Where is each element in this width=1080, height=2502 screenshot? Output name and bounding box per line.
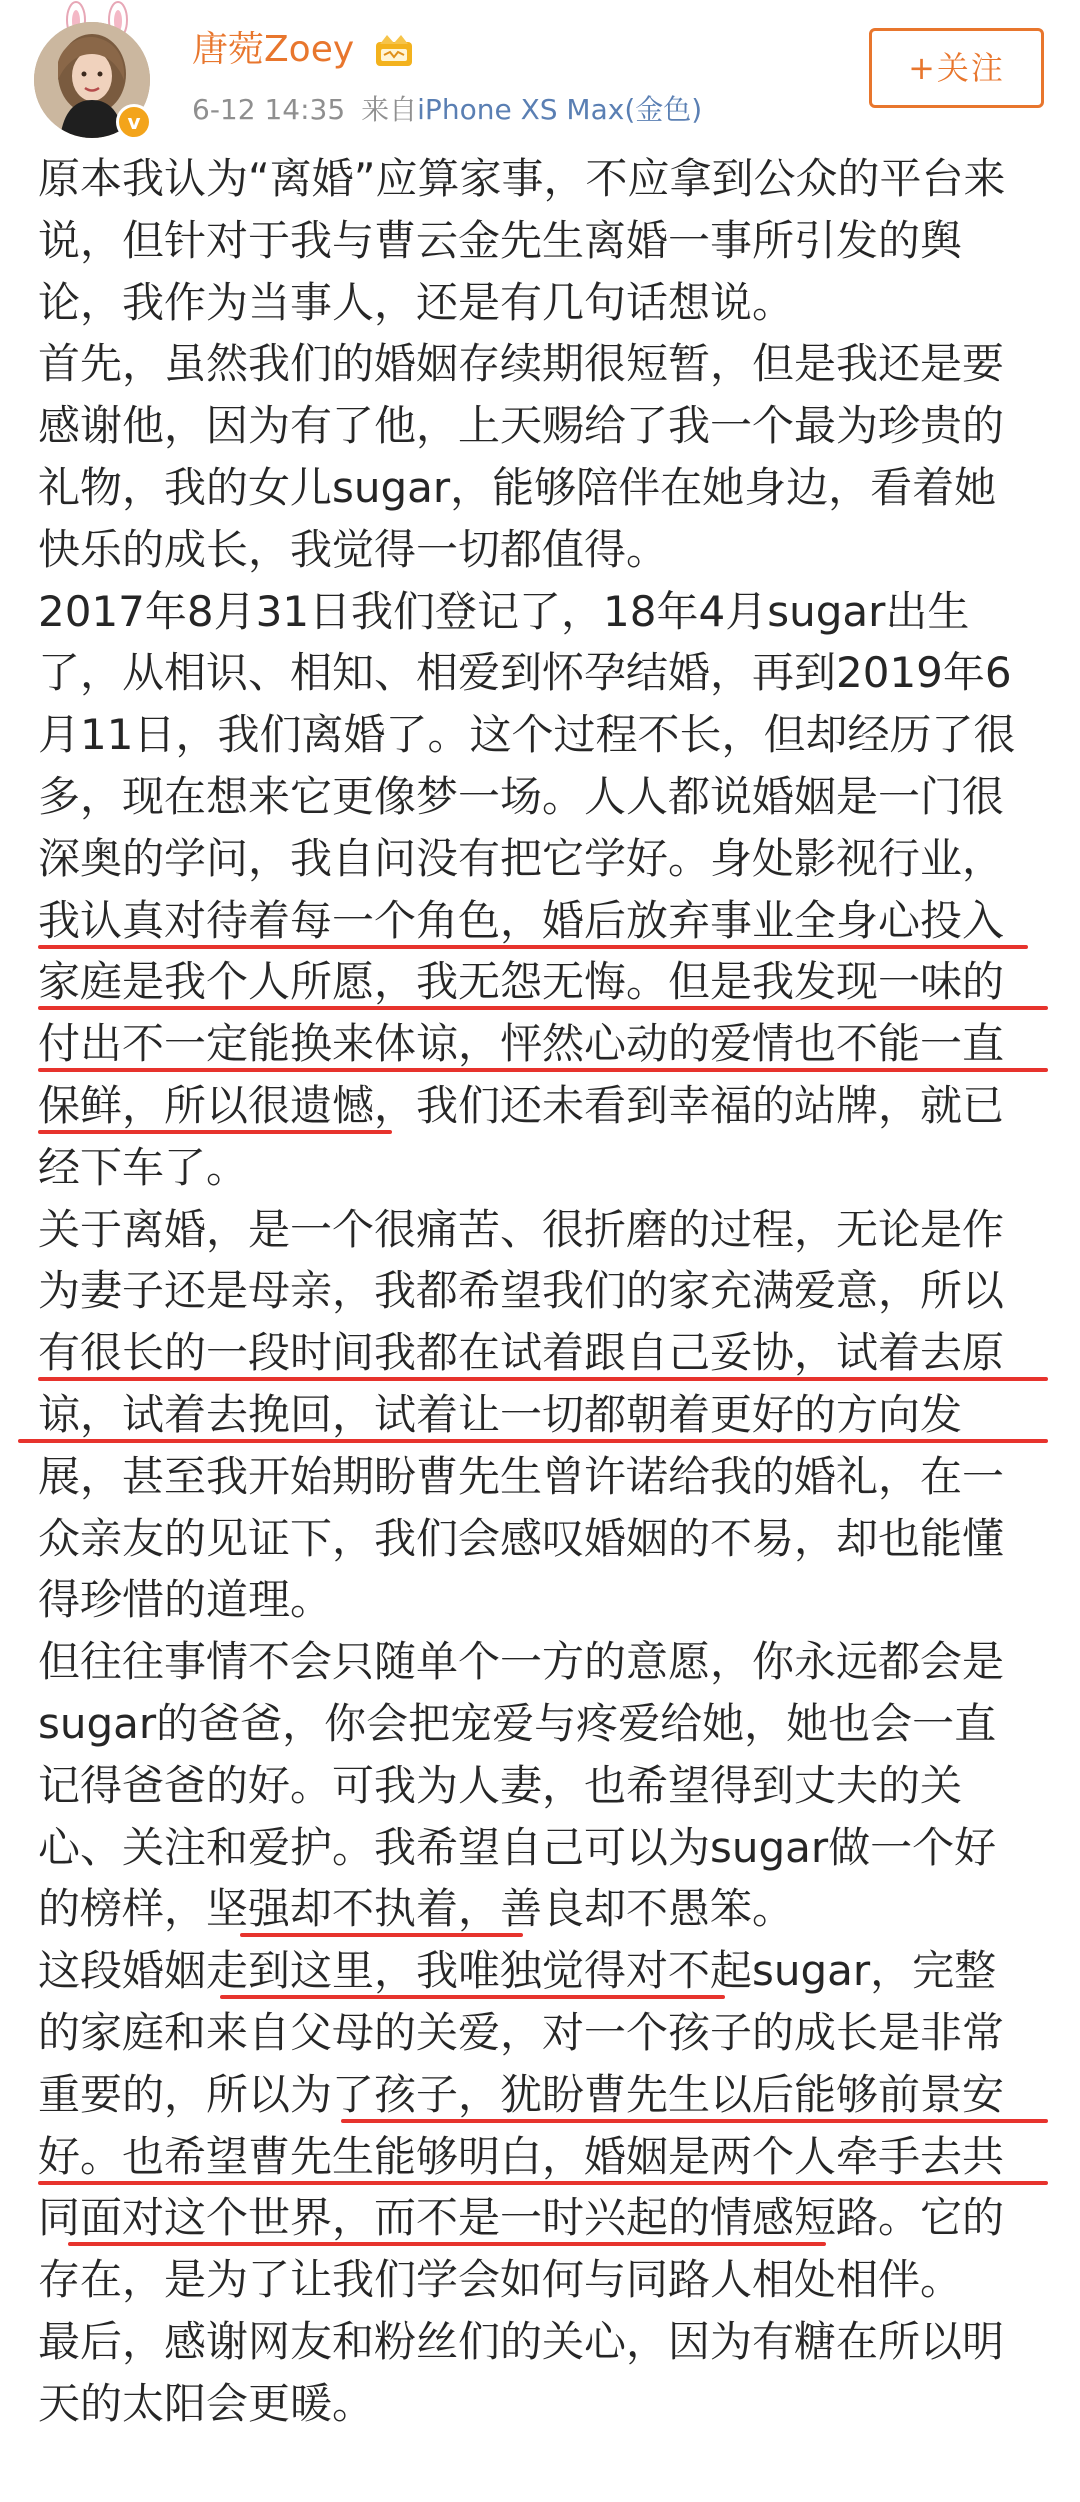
post-text-line: 付出不一定能换来体谅，怦然心动的爱情也不能一直 xyxy=(38,1013,1048,1075)
crown-icon xyxy=(372,30,416,70)
highlight-underline xyxy=(38,945,1028,949)
post-text-line: 首先，虽然我们的婚姻存续期很短暂，但是我还是要 xyxy=(38,339,1005,389)
post-text-line: 说，但针对于我与曹云金先生离婚一事所引发的舆 xyxy=(38,215,963,265)
highlight-underline xyxy=(240,1933,523,1937)
highlight-underline xyxy=(68,2242,826,2246)
post-text-line: sugar的爸爸，你会把宠爱与疼爱给她，她也会一直 xyxy=(38,1698,997,1748)
post-text-line: 好。也希望曹先生能够明白，婚姻是两个人牵手去共 xyxy=(38,2126,1048,2188)
post-text-line: 重要的，所以为了孩子，犹盼曹先生以后能够前景安 xyxy=(38,2064,1048,2126)
vip-badge-icon: v xyxy=(116,104,152,140)
post-text-line: 感谢他，因为有了他，上天赐给了我一个最为珍贵的 xyxy=(38,401,1005,451)
post-text-line: 原本我认为“离婚”应算家事，不应拿到公众的平台来 xyxy=(38,154,1006,203)
post-text-line: 得珍惜的道理。 xyxy=(38,1575,333,1625)
post-text-line: 但往往事情不会只随单个一方的意愿，你永远都会是 xyxy=(38,1637,1005,1687)
source-prefix: 来自 xyxy=(361,93,418,126)
post-text-line: 我认真对待着每一个角色，婚后放弃事业全身心投入 xyxy=(38,890,1048,952)
post-time: 6-12 14:35 xyxy=(192,93,346,126)
post-text-line: 最后，感谢网友和粉丝们的关心，因为有糖在所以明 xyxy=(38,2316,1005,2366)
highlight-underline xyxy=(18,1439,1048,1443)
author-avatar[interactable] xyxy=(34,22,150,138)
post-header xyxy=(0,0,1080,145)
author-name[interactable]: 唐菀Zoey xyxy=(192,29,355,70)
post-text-line: 心、关注和爱护。我希望自己可以为sugar做一个好 xyxy=(38,1822,997,1872)
follow-button[interactable]: +关注 xyxy=(869,28,1044,108)
post-text-line: 的榜样，坚强却不执着，善良却不愚笨。 xyxy=(38,1878,1048,1940)
highlight-underline xyxy=(38,1068,1048,1072)
post-text-line: 关于离婚，是一个很痛苦、很折磨的过程，无论是作 xyxy=(38,1204,1005,1254)
post-text-line: 深奥的学问，我自问没有把它学好。身处影视行业， xyxy=(38,833,1005,883)
highlight-underline xyxy=(38,2181,1048,2185)
post-text-line: 多，现在想来它更像梦一场。人人都说婚姻是一门很 xyxy=(38,771,1005,821)
post-text-line: 为妻子还是母亲，我都希望我们的家充满爱意，所以 xyxy=(38,1266,1005,1316)
post-text-line: 经下车了。 xyxy=(38,1142,249,1192)
post-text-line: 展，甚至我开始期盼曹先生曾许诺给我的婚礼，在一 xyxy=(38,1451,1005,1501)
post-text-line: 的家庭和来自父母的关爱，对一个孩子的成长是非常 xyxy=(38,2007,1005,2057)
post-text-line: 了，从相识、相知、相爱到怀孕结婚，再到2019年6 xyxy=(38,648,1012,698)
post-text-line: 月11日，我们离婚了。这个过程不长，但却经历了很 xyxy=(38,710,1016,760)
post-text-line: 有很长的一段时间我都在试着跟自己妥协，试着去原 xyxy=(38,1322,1048,1384)
post-text-line: 谅，试着去挽回，试着让一切都朝着更好的方向发 xyxy=(38,1384,1048,1446)
highlight-underline xyxy=(341,2119,1048,2123)
post-text-line: 2017年8月31日我们登记了，18年4月sugar出生 xyxy=(38,586,970,636)
post-text-line: 记得爸爸的好。可我为人妻，也希望得到丈夫的关 xyxy=(38,1760,963,1810)
post-text-line: 论，我作为当事人，还是有几句话想说。 xyxy=(38,277,795,327)
highlight-underline xyxy=(220,1995,725,1999)
post-meta xyxy=(192,92,702,128)
post-text-line: 快乐的成长，我觉得一切都值得。 xyxy=(38,524,669,574)
post-text-line: 这段婚姻走到这里，我唯独觉得对不起sugar，完整 xyxy=(38,1940,1048,2002)
post-content xyxy=(38,148,1048,2434)
post-text-line: 天的太阳会更暖。 xyxy=(38,2378,375,2428)
post-text-line: 存在，是为了让我们学会如何与同路人相处相伴。 xyxy=(38,2255,963,2305)
post-text-line: 保鲜，所以很遗憾，我们还未看到幸福的站牌，就已 xyxy=(38,1075,1048,1137)
post-text-line: 礼物，我的女儿sugar，能够陪伴在她身边，看着她 xyxy=(38,462,997,512)
post-text-line: 同面对这个世界，而不是一时兴起的情感短路。它的 xyxy=(38,2187,1048,2249)
post-text-line: 家庭是我个人所愿，我无怨无悔。但是我发现一味的 xyxy=(38,951,1048,1013)
highlight-underline xyxy=(38,1130,392,1134)
post-source-link[interactable]: iPhone XS Max(金色) xyxy=(417,93,703,126)
post-text-line: 众亲友的见证下，我们会感叹婚姻的不易，却也能懂 xyxy=(38,1513,1005,1563)
highlight-underline xyxy=(38,1006,1048,1010)
highlight-underline xyxy=(38,1377,1048,1381)
